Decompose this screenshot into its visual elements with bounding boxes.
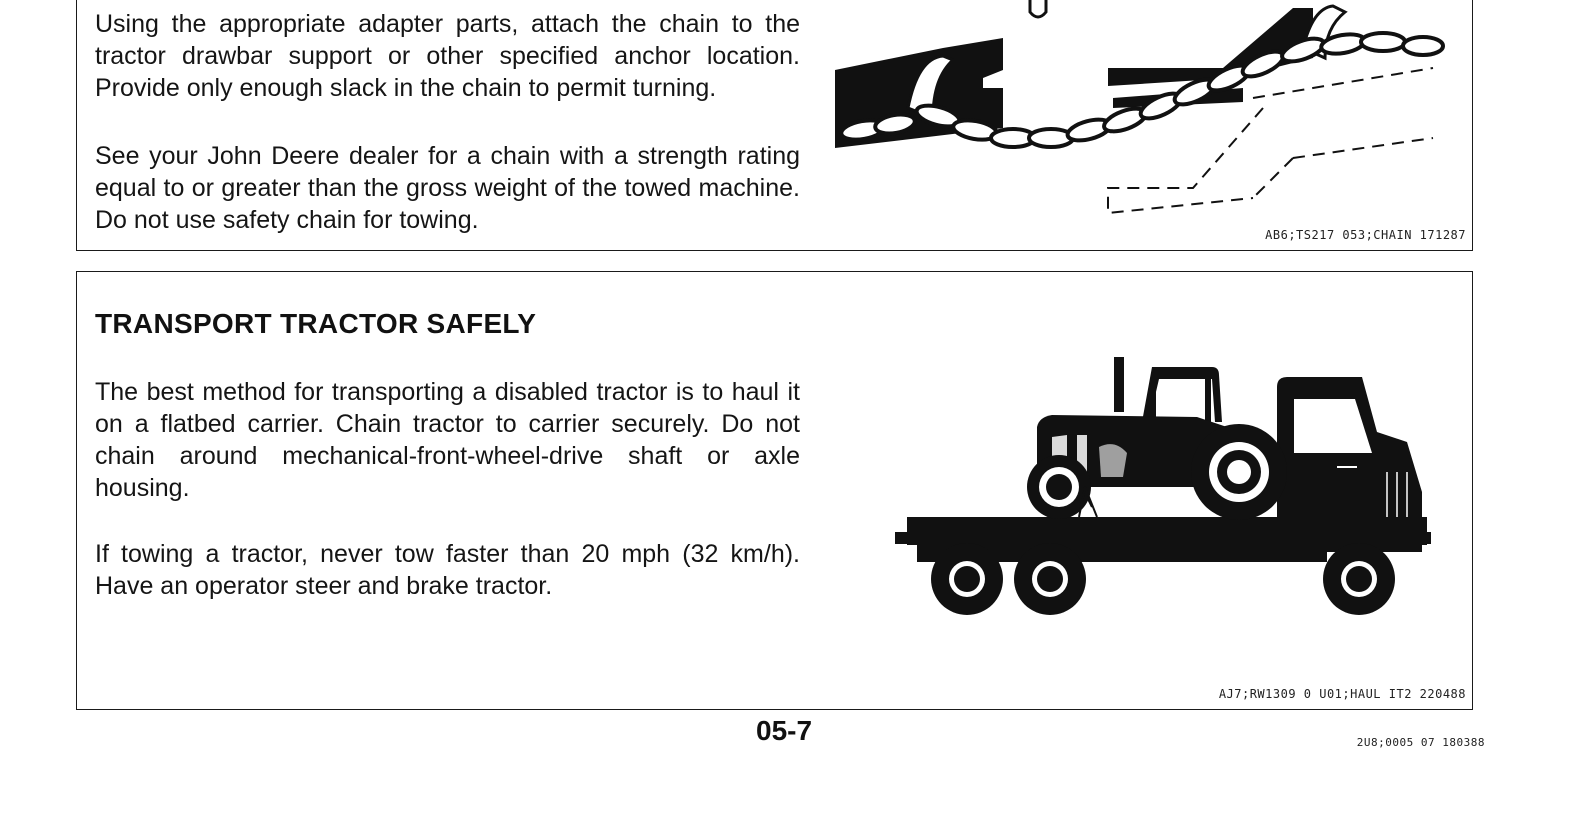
flatbed-method-paragraph: The best method for transporting a disabled tractor is to haul it on a flatbed carrier. Chain tractor to carrier securely. Do not chain around mechanical-front-wheel-drive shaft or axle housing. bbox=[95, 378, 800, 502]
haul-figure-reference: AJ7;RW1309 0 U01;HAUL IT2 220488 bbox=[1218, 687, 1466, 701]
tractor-on-flatbed-illustration bbox=[887, 327, 1447, 657]
chain-strength-paragraph: See your John Deere dealer for a chain with a strength rating equal to or greater than the gross weight of the towed machine. Do not use safety chain for towing. bbox=[95, 142, 800, 234]
chain-attach-paragraph: Using the appropriate adapter parts, attach the chain to the tractor drawbar support or other specified anchor location. Provide only enough slack in the chain to permit turning. bbox=[95, 10, 800, 102]
chain-hitch-illustration bbox=[833, 0, 1467, 228]
page-number: 05-7 bbox=[756, 715, 813, 746]
transport-tractor-section bbox=[76, 271, 1473, 710]
chain-towing-section bbox=[76, 0, 1473, 251]
footer-code: 2U8;0005 07 180388 bbox=[1356, 736, 1485, 749]
chain-figure-reference: AB6;TS217 053;CHAIN 171287 bbox=[1265, 228, 1466, 242]
towing-speed-paragraph: If towing a tractor, never tow faster than 20 mph (32 km/h). Have an operator steer and brake tractor. bbox=[95, 540, 800, 600]
section-heading: TRANSPORT TRACTOR SAFELY bbox=[95, 308, 537, 339]
